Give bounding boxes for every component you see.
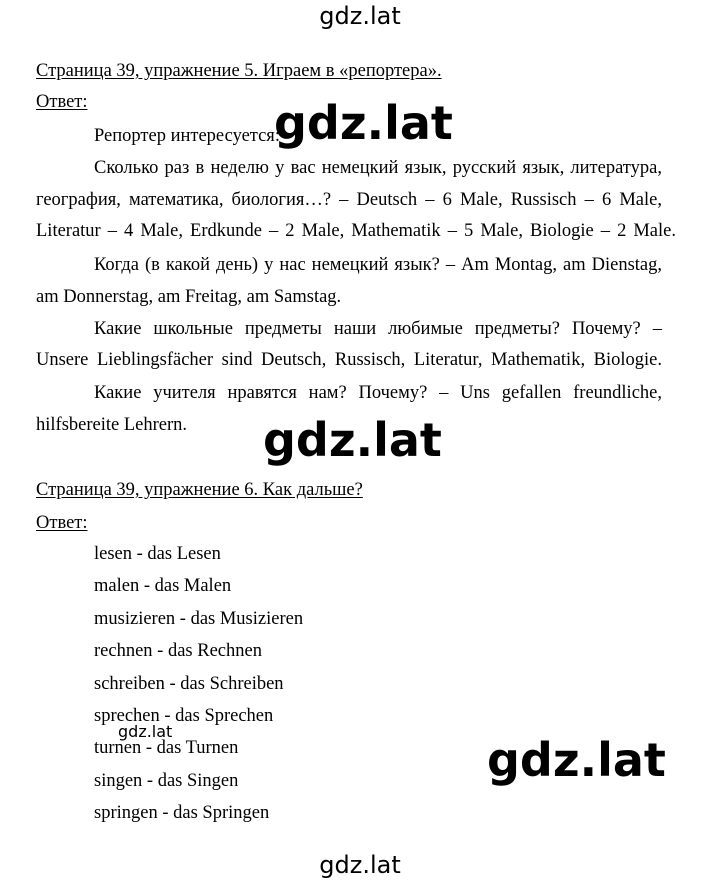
section1-heading: Страница 39, упражнение 5. Играем в «репортера». (36, 61, 442, 81)
paragraph-line: Какие школьные предметы наши любимые предметы? Почему? – (94, 319, 662, 339)
paragraph-line: am Donnerstag, am Freitag, am Samstag. (36, 287, 342, 307)
list-item: singen - das Singen (94, 771, 239, 791)
paragraph-line: Unsere Lieblingsfächer sind Deutsch, Russisch, Literatur, Mathematik, Biologie. (36, 350, 662, 370)
list-item: springen - das Springen (94, 803, 270, 823)
paragraph-line: hilfsbereite Lehrern. (36, 415, 188, 435)
paragraph-line: география, математика, биология…? – Deutsch – 6 Male, Russisch – 6 Male, (36, 190, 662, 210)
watermark-large: gdz.lat (263, 413, 442, 467)
list-item: rechnen - das Rechnen (94, 641, 262, 661)
section2-answer-label: Ответ: (36, 513, 88, 533)
list-item: malen - das Malen (94, 576, 232, 596)
list-item: sprechen - das Sprechen (94, 706, 274, 726)
paragraph-line: Какие учителя нравятся нам? Почему? – Uns gefallen freundliche, (94, 383, 662, 403)
list-item: lesen - das Lesen (94, 544, 221, 564)
watermark-small: gdz.lat (118, 722, 173, 741)
watermark-large: gdz.lat (274, 96, 453, 150)
watermark-bottom: gdz.lat (319, 851, 401, 879)
paragraph-line: Сколько раз в неделю у вас немецкий язык, русский язык, литература, (94, 158, 662, 178)
paragraph-line: Репортер интересуется: (94, 126, 280, 146)
list-item: musizieren - das Musizieren (94, 609, 304, 629)
section1-answer-label: Ответ: (36, 92, 88, 112)
paragraph-line: Когда (в какой день) у нас немецкий язык? – Am Montag, am Dienstag, (94, 255, 662, 275)
watermark-large: gdz.lat (487, 733, 666, 787)
list-item: turnen - das Turnen (94, 738, 239, 758)
paragraph-line: Literatur – 4 Male, Erdkunde – 2 Male, Mathematik – 5 Male, Biologie – 2 Male. (36, 221, 676, 241)
section2-heading: Страница 39, упражнение 6. Как дальше? (36, 480, 363, 500)
watermark-top: gdz.lat (319, 2, 401, 30)
list-item: schreiben - das Schreiben (94, 674, 284, 694)
